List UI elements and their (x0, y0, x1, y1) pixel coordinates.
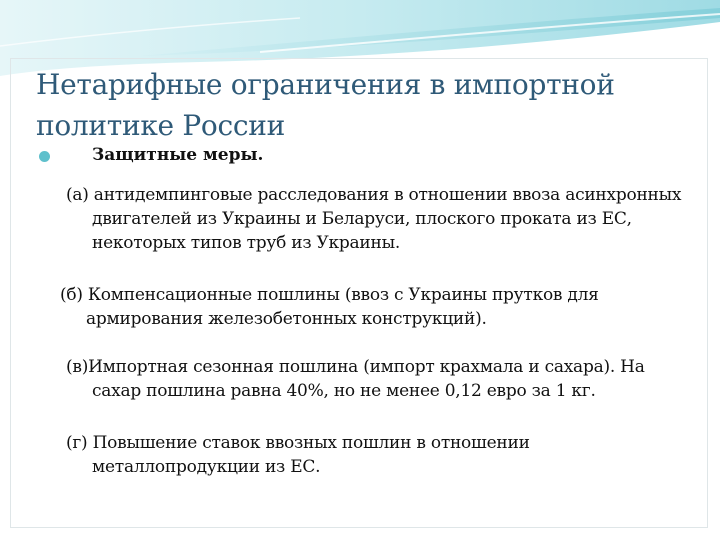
bullet-heading: Защитные меры. (92, 145, 264, 165)
slide-title: Нетарифные ограничения в импортной политике России (36, 68, 615, 142)
paragraph-v: (в)Импортная сезонная пошлина (импорт крахмала и сахара). На сахар пошлина равна 40%, но не менее 0,12 евро за 1 кг. (66, 357, 645, 401)
paragraph-a: (а) антидемпинговые расследования в отношении ввоза асинхронных двигателей из Украины и Беларуси, плоского проката из ЕС, некоторых типов труб из Украины. (66, 185, 682, 253)
paragraph-b: (б) Компенсационные пошлины (ввоз с Украины прутков для армирования железобетонных конструкций). (60, 285, 599, 329)
bullet-dot-icon (39, 151, 50, 162)
paragraph-g: (г) Повышение ставок ввозных пошлин в отношении металлопродукции из ЕС. (66, 433, 530, 477)
